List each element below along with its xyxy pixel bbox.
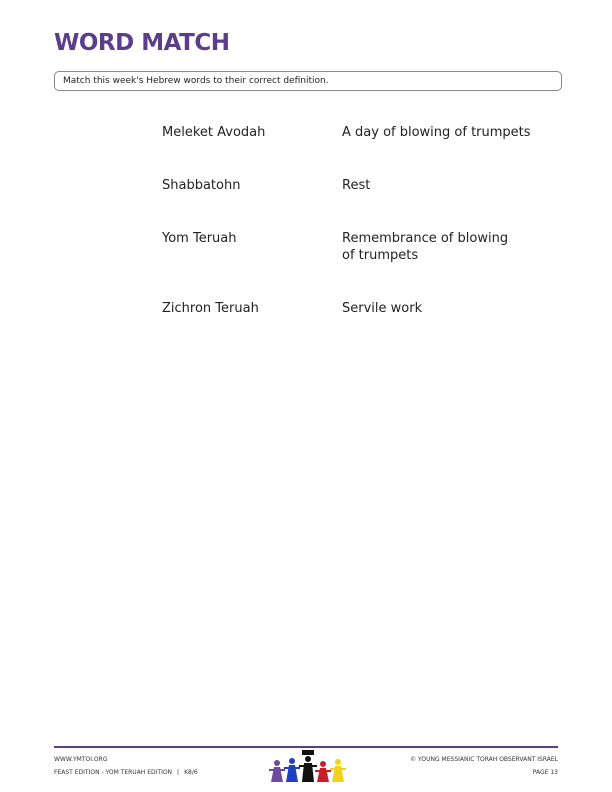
definition-remembrance: Remembrance of blowing of trumpets xyxy=(342,231,509,263)
term-meleket-avodah: Meleket Avodah xyxy=(162,125,266,140)
footer-page-number: PAGE 13 xyxy=(532,769,558,776)
figure-yellow xyxy=(330,759,346,782)
figure-blue xyxy=(284,758,300,782)
footer-edition-line xyxy=(54,769,198,776)
term-zichron-teruah: Zichron Teruah xyxy=(162,301,259,316)
footer-level: K8/6 xyxy=(184,769,198,776)
footer-separator: | xyxy=(177,769,180,776)
term-shabbatohn: Shabbatohn xyxy=(162,178,241,193)
definition-servile-work: Servile work xyxy=(342,301,423,316)
children-figures-logo-icon xyxy=(268,748,348,784)
footer-website: WWW.YMTOI.ORG xyxy=(54,756,108,763)
definition-rest: Rest xyxy=(342,178,371,193)
figure-purple xyxy=(269,760,285,782)
term-yom-teruah: Yom Teruah xyxy=(162,231,237,246)
figure-black xyxy=(299,750,317,782)
footer-copyright: © YOUNG MESSIANIC TORAH OBSERVANT ISRAEL xyxy=(410,756,558,763)
footer-edition: FEAST EDITION - YOM TERUAH EDITION xyxy=(54,769,173,776)
definition-day-of-blowing: A day of blowing of trumpets xyxy=(342,125,531,140)
figure-red xyxy=(315,761,331,782)
page-title: WORD MATCH xyxy=(54,30,230,56)
instruction-box: Match this week's Hebrew words to their correct definition. xyxy=(54,71,562,91)
